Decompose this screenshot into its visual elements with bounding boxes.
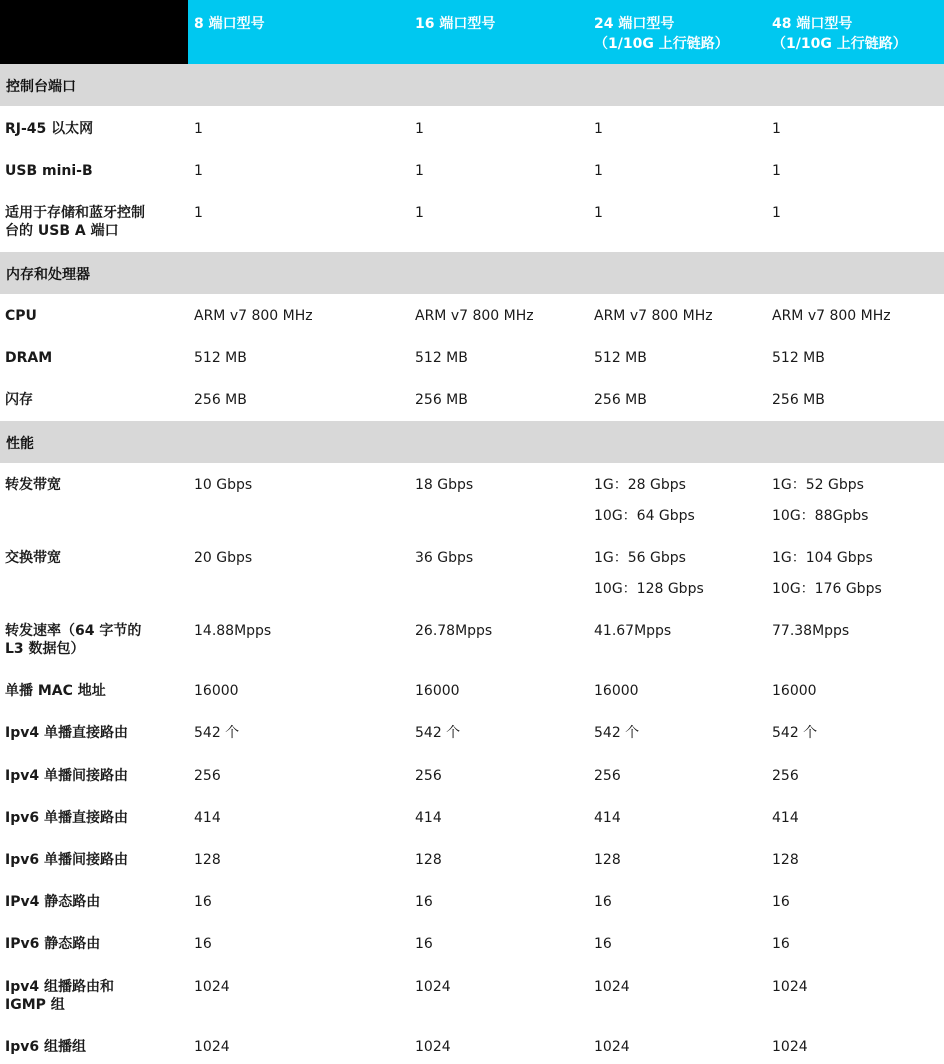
table-cell: 1024 (772, 1039, 808, 1055)
row-label: Ipv6 单播直接路由 (5, 810, 128, 826)
table-cell: 1G：104 Gbps 10G：176 Gbps (772, 550, 882, 597)
table-cell: 16 (415, 936, 433, 952)
table-cell: ARM v7 800 MHz (772, 308, 891, 324)
table-cell: 1 (194, 205, 203, 221)
table-cell: 1024 (194, 979, 230, 995)
table-cell: 542 个 (772, 725, 818, 741)
table-cell: 1 (415, 163, 424, 179)
table-cell: 1 (772, 121, 781, 137)
table-cell: 1 (415, 205, 424, 221)
table-cell: ARM v7 800 MHz (594, 308, 713, 324)
row-label: 转发带宽 (5, 477, 61, 493)
section-performance (0, 421, 944, 463)
row-label: USB mini-B (5, 163, 93, 179)
table-cell: 512 MB (772, 350, 825, 366)
table-cell: 1024 (415, 1039, 451, 1055)
table-cell: 1024 (594, 1039, 630, 1055)
table-cell: 256 (194, 768, 221, 784)
table-cell: 512 MB (194, 350, 247, 366)
row-label: Ipv4 组播路由和 IGMP 组 (5, 979, 114, 1013)
table-cell: 1024 (772, 979, 808, 995)
section-title: 性能 (6, 436, 34, 452)
table-cell: 256 MB (594, 392, 647, 408)
row-label: 单播 MAC 地址 (5, 683, 106, 699)
table-cell: 542 个 (194, 725, 240, 741)
table-cell: 1 (194, 163, 203, 179)
table-cell: 18 Gbps (415, 477, 474, 493)
table-cell: 414 (194, 810, 221, 826)
table-cell: 256 (415, 768, 442, 784)
table-cell: 36 Gbps (415, 550, 474, 566)
row-label: RJ-45 以太网 (5, 121, 94, 137)
column-header-8-port: 8 端口型号 (188, 0, 410, 64)
table-cell: 1 (594, 121, 603, 137)
table-cell: 128 (772, 852, 799, 868)
table-cell: 128 (594, 852, 621, 868)
table-cell: 256 (594, 768, 621, 784)
table-cell: 16 (594, 936, 612, 952)
table-cell: 1024 (415, 979, 451, 995)
table-cell: 1G：52 Gbps 10G：88Gpbs (772, 477, 869, 524)
table-cell: 256 MB (415, 392, 468, 408)
table-cell: ARM v7 800 MHz (194, 308, 313, 324)
section-console-ports (0, 64, 944, 106)
table-cell: 542 个 (415, 725, 461, 741)
table-cell: 1024 (594, 979, 630, 995)
section-title: 控制台端口 (6, 79, 76, 95)
row-label: CPU (5, 308, 37, 324)
column-header-24-port: 24 端口型号 （1/10G 上行链路） (588, 0, 766, 64)
table-cell: 16 (594, 894, 612, 910)
table-cell: 414 (594, 810, 621, 826)
table-cell: 16 (772, 894, 790, 910)
row-label: 交换带宽 (5, 550, 61, 566)
section-memory-processor (0, 252, 944, 294)
header-corner (0, 0, 188, 64)
row-label: Ipv4 单播直接路由 (5, 725, 128, 741)
table-cell: 20 Gbps (194, 550, 253, 566)
table-cell: 77.38Mpps (772, 623, 850, 639)
table-cell: 1G：28 Gbps 10G：64 Gbps (594, 477, 695, 524)
table-cell: 16 (194, 894, 212, 910)
spec-table-header (0, 0, 944, 64)
table-cell: ARM v7 800 MHz (415, 308, 534, 324)
table-cell: 16000 (594, 683, 639, 699)
table-cell: 1024 (194, 1039, 230, 1055)
table-cell: 41.67Mpps (594, 623, 672, 639)
table-cell: 16000 (415, 683, 460, 699)
row-label: 适用于存储和蓝牙控制 台的 USB A 端口 (5, 205, 145, 239)
table-cell: 1 (194, 121, 203, 137)
row-label: Ipv6 单播间接路由 (5, 852, 128, 868)
column-header-16-port: 16 端口型号 (410, 0, 588, 64)
table-cell: 512 MB (415, 350, 468, 366)
table-cell: 512 MB (594, 350, 647, 366)
row-label: Ipv4 单播间接路由 (5, 768, 128, 784)
table-cell: 16 (194, 936, 212, 952)
table-cell: 1G：56 Gbps 10G：128 Gbps (594, 550, 704, 597)
table-cell: 256 MB (772, 392, 825, 408)
table-cell: 128 (194, 852, 221, 868)
row-label: IPv6 静态路由 (5, 936, 101, 952)
column-header-48-port: 48 端口型号 （1/10G 上行链路） (766, 0, 944, 64)
row-label: 转发速率（64 字节的 L3 数据包） (5, 623, 142, 657)
table-cell: 16000 (194, 683, 239, 699)
table-cell: 26.78Mpps (415, 623, 493, 639)
row-label: Ipv6 组播组 (5, 1039, 86, 1055)
table-cell: 256 MB (194, 392, 247, 408)
table-cell: 1 (594, 205, 603, 221)
table-cell: 16000 (772, 683, 817, 699)
table-cell: 542 个 (594, 725, 640, 741)
table-cell: 1 (415, 121, 424, 137)
table-cell: 10 Gbps (194, 477, 253, 493)
row-label: 闪存 (5, 392, 33, 408)
table-cell: 1 (772, 205, 781, 221)
table-cell: 128 (415, 852, 442, 868)
table-cell: 14.88Mpps (194, 623, 272, 639)
table-cell: 16 (772, 936, 790, 952)
table-cell: 1 (772, 163, 781, 179)
row-label: DRAM (5, 350, 53, 366)
table-cell: 16 (415, 894, 433, 910)
table-cell: 414 (772, 810, 799, 826)
table-cell: 256 (772, 768, 799, 784)
section-title: 内存和处理器 (6, 267, 90, 283)
table-cell: 414 (415, 810, 442, 826)
table-cell: 1 (594, 163, 603, 179)
row-label: IPv4 静态路由 (5, 894, 101, 910)
